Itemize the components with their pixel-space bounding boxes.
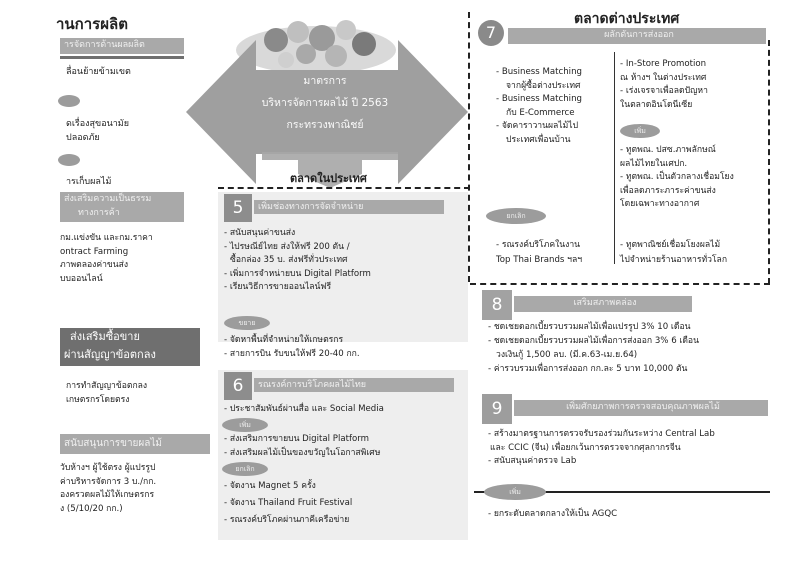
list-item: เกษตรกรโดยตรง	[66, 394, 130, 405]
list-item: - Business Matching	[496, 67, 582, 77]
left-banner-fairness-line2: ทางการค้า	[78, 208, 120, 218]
list-item: การทำสัญญาข้อตกลง	[66, 381, 148, 391]
box8-number: 8	[482, 290, 512, 320]
box5-list-b	[224, 334, 360, 361]
list-item: - รณรงค์บริโภคในงาน	[496, 240, 581, 250]
list-item: - จัดคาราวานผลไม้ไป	[496, 121, 579, 131]
box7-divider	[614, 52, 615, 264]
box7-right-list-b	[620, 144, 734, 212]
list-item: - สนับสนุนค่าขนส่ง	[224, 228, 296, 238]
list-item: - ชดเชยดอกเบี้ยรวบรวมผลไม้เพื่อการส่งออก 3% 6 เดือน	[488, 336, 699, 346]
list-item: - ยกระดับตลาดกลางให้เป็น AGQC	[488, 509, 618, 519]
list-item: - สายการบิน รับขนให้ฟรี 20-40 กก.	[224, 348, 360, 359]
left-column-title: านการผลิต	[56, 15, 128, 33]
domestic-market-label: ตลาดในประเทศ	[290, 172, 367, 185]
box9-list-b	[488, 508, 617, 522]
list-item: ซื้อกล่อง 35 บ. ส่งฟรีทั่วประเทศ	[230, 255, 348, 265]
list-item: ประเทศเพื่อนบ้าน	[506, 134, 571, 145]
box5-pill: ขยาย	[224, 316, 270, 330]
box6-title: รณรงค์การบริโภคผลไม้ไทย	[254, 378, 454, 392]
list-item: และ CCIC (จีน) เพื่อยกเว้นการตรวจจากศุลกากรจีน	[490, 442, 681, 453]
list-item: - จัดงาน Thailand Fruit Festival	[224, 498, 353, 508]
box6-pill-add: เพิ่ม	[222, 418, 268, 432]
left-line-3: ปลอดภัย	[66, 133, 100, 143]
list-item: ในตลาดอินโดนีเซีย	[620, 99, 693, 110]
box6-pill-cancel: ยกเลิก	[222, 462, 268, 476]
dashed-separator-vertical	[468, 12, 470, 282]
list-item: - ส่งเสริมผลไม้เป็นของขวัญในโอกาสพิเศษ	[224, 447, 381, 458]
box9-pill: เพิ่ม	[484, 484, 546, 500]
list-item: - Business Matching	[496, 94, 582, 104]
list-item: ง (5/10/20 กก.)	[60, 503, 123, 514]
list-item: ไปจำหน่ายร้านอาหารทั่วโลก	[620, 255, 728, 265]
left-banner-contract	[60, 328, 200, 366]
box7-left-list-c	[496, 238, 582, 268]
left-line-4: ารเก็บผลไม้	[66, 177, 112, 187]
left-list-contract	[66, 380, 147, 407]
dashed-separator-box7-right	[768, 40, 770, 284]
dashed-separator-top	[218, 187, 470, 189]
list-item: - จัดหาพื้นที่จำหน่ายให้เกษตรกร	[224, 335, 344, 345]
list-item: - เรียนวิธีการขายออนไลน์ฟรี	[224, 282, 332, 292]
list-item: - จัดงาน Magnet 5 ครั้ง	[224, 481, 316, 491]
list-item: เพื่อลดภาระภาระค่าขนส่ง	[620, 185, 716, 196]
list-item: - เพิ่มการจำหน่ายบน Digital Platform	[224, 268, 371, 279]
list-item: - สนับสนุนค่าตรวจ Lab	[488, 456, 577, 466]
list-item: - ไปรษณีย์ไทย ส่งให้ฟรี 200 ตัน /	[224, 241, 350, 252]
left-line-1: ลื่อนย้ายข้ามเขต	[66, 67, 131, 77]
list-item: ณ ห้างฯ ในต่างประเทศ	[620, 72, 707, 83]
left-line-2: ดเรื่องสุขอนามัย	[66, 119, 130, 129]
list-item: - เร่งเจรจาเพื่อลดปัญหา	[620, 86, 708, 96]
right-column-title: ตลาดต่างประเทศ	[574, 11, 680, 27]
arrow-text-line3: กระทรวงพาณิชย์	[286, 119, 364, 131]
box7-pill-add: เพิ่ม	[620, 124, 660, 138]
fruit-image	[236, 20, 396, 74]
list-item: กม.แข่งขัน และกม.ราคา	[60, 233, 153, 243]
list-item: ค่าบริหารจัดการ 3 บ./กก.	[60, 476, 157, 487]
arrow-text-line1: มาตรการ	[303, 75, 347, 87]
left-list-fairness	[60, 232, 153, 286]
box5-number: 5	[224, 194, 252, 222]
box8-list	[488, 320, 699, 376]
left-banner-production: ารจัดการด้านผลผลิต	[60, 38, 184, 54]
left-list-sales	[60, 462, 156, 516]
left-banner-fairness	[60, 192, 184, 222]
list-item: วับห้างฯ ผู้ใช้ตรง ผู้แปรรูป	[60, 463, 156, 473]
box7-number: 7	[478, 20, 504, 46]
box6-list-a	[224, 403, 384, 417]
left-banner-sales: สนับสนุนการขายผลไม้	[60, 434, 210, 454]
box7-title: ผลักดันการส่งออก	[508, 28, 766, 44]
box7-right-list-c	[620, 238, 727, 268]
box6-number: 6	[224, 372, 252, 400]
box5-list	[224, 227, 371, 295]
list-item: - ส่งเสริมการขายบน Digital Platform	[224, 434, 370, 444]
list-item: Top Thai Brands ฯลฯ	[496, 255, 583, 265]
list-item: จากผู้ซื้อต่างประเทศ	[506, 80, 581, 91]
box6-list-c	[224, 478, 352, 529]
list-item: - สร้างมาตรฐานการตรวจรับรองร่วมกันระหว่าง Central Lab	[488, 429, 715, 439]
list-item: ผลไม้ไทยในเศปก.	[620, 158, 688, 169]
list-item: - ค่ารวบรวมเพื่อการส่งออก กก.ละ 5 บาท 10,000 ตัน	[488, 364, 688, 374]
dashed-separator-right	[470, 283, 770, 285]
arrow-text	[240, 70, 410, 136]
list-item: บบออนไลน์	[60, 273, 103, 284]
box6-list-b	[224, 433, 380, 460]
list-item: วงเงินกู้ 1,500 ลบ. (มี.ค.63-เม.ย.64)	[496, 350, 638, 360]
box7-left-list	[496, 66, 582, 147]
left-banner-contract-line2: ผ่านสัญญาข้อตกลง	[64, 348, 156, 361]
left-banner-contract-line1: ส่งเสริมซื้อขาย	[70, 330, 140, 343]
left-banner-underline	[60, 56, 184, 59]
list-item: - ชดเชยดอกเบี้ยรวบรวมผลไม้เพื่อแปรรูป 3% 10 เดือน	[488, 322, 691, 332]
box9-title: เพิ่มศักยภาพการตรวจสอบคุณภาพผลไม้	[514, 400, 768, 416]
list-item: - ประชาสัมพันธ์ผ่านสื่อ และ Social Media	[224, 404, 384, 414]
box9-list	[488, 428, 715, 469]
left-pill-2	[58, 154, 80, 166]
left-pill-1	[58, 95, 80, 107]
list-item: ontract Farming	[60, 246, 129, 257]
arrow-text-line2: บริหารจัดการผลไม้ ปี 2563	[261, 97, 389, 109]
box7-right-list	[620, 58, 708, 112]
list-item: องครวดผลไม้ให้เกษตรกร	[60, 490, 155, 500]
list-item: กับ E-Commerce	[506, 107, 575, 118]
box7-pill-cancel: ยกเลิก	[486, 208, 546, 224]
list-item: - ทูตพณ. ปสซ.ภาพลักษณ์	[620, 145, 716, 155]
list-item: - ทูตพณ. เป็นตัวกลางเชื่อมโยง	[620, 172, 734, 182]
list-item: - รณรงค์บริโภคผ่านภาคีเครือข่าย	[224, 515, 350, 525]
box5-title: เพิ่มช่องทางการจัดจำหน่าย	[254, 200, 444, 214]
box8-title: เสริมสภาพคล่อง	[514, 296, 692, 312]
list-item: - ทูตพาณิชย์เชื่อมโยงผลไม้	[620, 240, 721, 250]
box9-number: 9	[482, 394, 512, 424]
left-banner-fairness-line1: ส่งเสริมความเป็นธรรม	[64, 194, 152, 204]
list-item: ภาพตลองค่าขนส่ง	[60, 260, 129, 270]
list-item: โดยเฉพาะทางอากาศ	[620, 199, 700, 209]
list-item: - In-Store Promotion	[620, 59, 707, 69]
